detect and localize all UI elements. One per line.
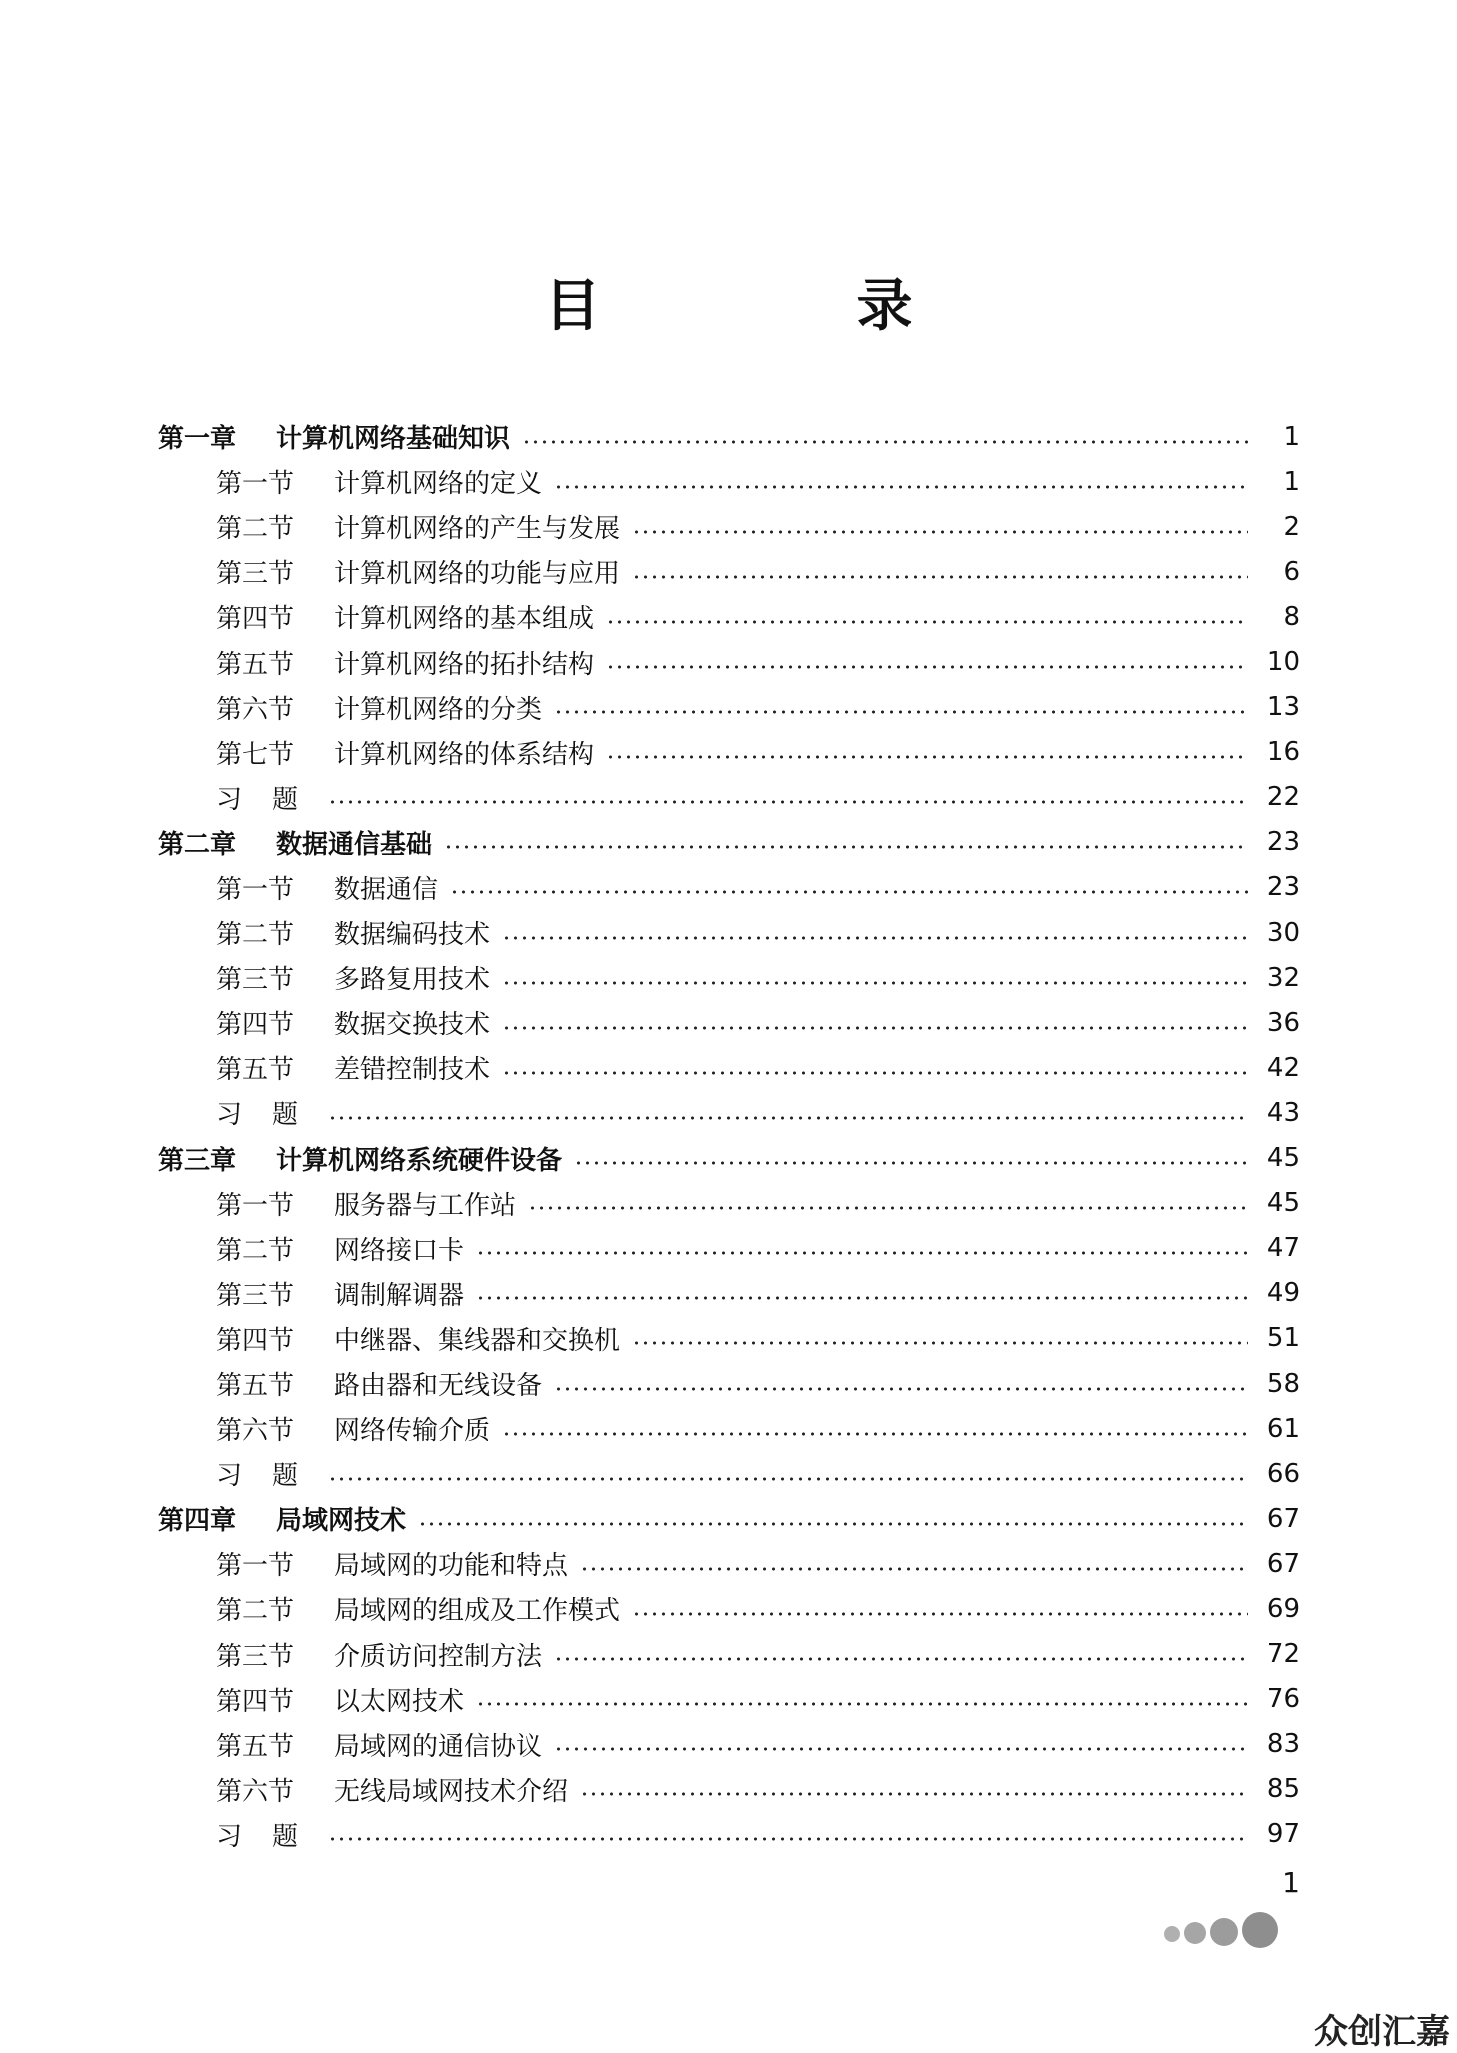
- toc-entry-title: 计算机网络的基本组成: [334, 604, 595, 635]
- toc-entry-title: 差错控制技术: [334, 1055, 491, 1086]
- toc-entry-section: [158, 1632, 1300, 1677]
- toc-entry-page: 76: [1266, 1684, 1300, 1715]
- toc-entry-title: 数据通信: [334, 874, 439, 905]
- dot-leader: [502, 981, 1248, 985]
- toc-entry-number: 第六节: [216, 1416, 295, 1447]
- toc-entry-section: [158, 1586, 1300, 1631]
- toc-entry-page: 42: [1266, 1052, 1300, 1083]
- dot-leader: [632, 575, 1248, 579]
- toc-entry-page: 1: [1283, 466, 1300, 497]
- toc-entry-number: 第四节: [216, 1686, 295, 1717]
- table-of-contents: [158, 414, 1300, 1857]
- toc-entry-title: 计算机网络的拓扑结构: [334, 649, 595, 680]
- toc-entry-section: [158, 865, 1300, 910]
- dot-leader: [606, 620, 1248, 624]
- toc-entry-title: 路由器和无线设备: [334, 1371, 543, 1402]
- toc-entry-title: 数据通信基础: [276, 829, 433, 860]
- toc-entry-section: [158, 1181, 1300, 1226]
- toc-entry-number: 第四节: [216, 1325, 295, 1356]
- toc-entry-number: 第二章: [158, 829, 237, 860]
- toc-entry-page: 23: [1266, 827, 1300, 858]
- dot-leader: [328, 1116, 1248, 1120]
- toc-entry-section: [158, 955, 1300, 1000]
- toc-entry-number: 第一节: [216, 874, 295, 905]
- dot-leader: [554, 1387, 1248, 1391]
- toc-entry-number: 第四章: [158, 1506, 237, 1537]
- toc-entry-number: 习题: [216, 1461, 329, 1492]
- page-title: 目 录: [544, 274, 1013, 339]
- toc-entry-page: 36: [1266, 1007, 1300, 1038]
- toc-entry-title: 计算机网络的定义: [334, 469, 543, 500]
- toc-entry-page: 67: [1266, 1503, 1300, 1534]
- dot-leader: [632, 530, 1248, 534]
- dot-leader: [574, 1161, 1248, 1165]
- toc-entry-page: 22: [1266, 782, 1300, 813]
- toc-entry-page: 1: [1283, 421, 1300, 452]
- toc-entry-number: 第六节: [216, 694, 295, 725]
- toc-entry-number: 第一章: [158, 424, 237, 455]
- dot-leader: [580, 1567, 1248, 1571]
- toc-entry-chapter: [158, 1136, 1300, 1181]
- toc-entry-page: 45: [1266, 1188, 1300, 1219]
- toc-entry-section: [158, 1722, 1300, 1767]
- dot-leader: [554, 710, 1248, 714]
- toc-entry-exercise: [158, 1812, 1300, 1857]
- toc-entry-title: 网络传输介质: [334, 1416, 491, 1447]
- dot-leader: [580, 1792, 1248, 1796]
- toc-entry-number: 第四节: [216, 1010, 295, 1041]
- toc-entry-section: [158, 594, 1300, 639]
- toc-entry-exercise: [158, 1451, 1300, 1496]
- toc-entry-page: 47: [1266, 1233, 1300, 1264]
- toc-entry-number: 第五节: [216, 1055, 295, 1086]
- toc-entry-title: 调制解调器: [334, 1280, 465, 1311]
- toc-entry-page: 13: [1266, 692, 1300, 723]
- toc-entry-number: 第三节: [216, 1280, 295, 1311]
- toc-entry-title: 计算机网络系统硬件设备: [276, 1145, 563, 1176]
- toc-entry-page: 16: [1266, 737, 1300, 768]
- toc-entry-page: 49: [1266, 1278, 1300, 1309]
- dot-leader: [606, 755, 1248, 759]
- toc-entry-page: 58: [1266, 1368, 1300, 1399]
- toc-entry-title: 计算机网络基础知识: [276, 424, 511, 455]
- toc-entry-section: [158, 1271, 1300, 1316]
- decorative-dots-icon: [1160, 1908, 1300, 1948]
- toc-entry-page: 30: [1266, 917, 1300, 948]
- toc-entry-number: 第四节: [216, 604, 295, 635]
- toc-entry-chapter: [158, 1496, 1300, 1541]
- toc-entry-chapter: [158, 820, 1300, 865]
- toc-entry-page: 83: [1266, 1729, 1300, 1760]
- toc-entry-number: 第二节: [216, 920, 295, 951]
- dot-leader: [476, 1251, 1248, 1255]
- toc-entry-title: 网络接口卡: [334, 1235, 465, 1266]
- toc-entry-section: [158, 730, 1300, 775]
- toc-entry-section: [158, 1045, 1300, 1090]
- toc-entry-section: [158, 1000, 1300, 1045]
- dot-leader: [502, 1071, 1248, 1075]
- toc-entry-page: 23: [1266, 872, 1300, 903]
- toc-entry-number: 第一节: [216, 469, 295, 500]
- toc-entry-title: 计算机网络的产生与发展: [334, 514, 621, 545]
- toc-entry-number: 第五节: [216, 1731, 295, 1762]
- toc-entry-page: 45: [1266, 1143, 1300, 1174]
- toc-entry-number: 第二节: [216, 1235, 295, 1266]
- toc-entry-number: 习题: [216, 784, 329, 815]
- dot-leader: [502, 1026, 1248, 1030]
- toc-entry-section: [158, 1406, 1300, 1451]
- toc-entry-title: 服务器与工作站: [334, 1190, 517, 1221]
- dot-leader: [554, 1657, 1248, 1661]
- toc-entry-title: 计算机网络的功能与应用: [334, 559, 621, 590]
- toc-entry-number: 第一节: [216, 1551, 295, 1582]
- toc-entry-number: 第二节: [216, 514, 295, 545]
- toc-entry-title: 多路复用技术: [334, 965, 491, 996]
- toc-entry-section: [158, 1361, 1300, 1406]
- toc-entry-section: [158, 685, 1300, 730]
- toc-entry-section: [158, 1677, 1300, 1722]
- toc-entry-section: [158, 639, 1300, 684]
- toc-entry-page: 6: [1283, 556, 1300, 587]
- toc-entry-number: 第五节: [216, 1371, 295, 1402]
- toc-entry-number: 第一节: [216, 1190, 295, 1221]
- watermark-brand: 众创汇嘉: [1314, 2012, 1450, 2052]
- dot-leader: [528, 1206, 1248, 1210]
- dot-leader: [444, 845, 1248, 849]
- toc-entry-section: [158, 1226, 1300, 1271]
- toc-entry-number: 第七节: [216, 739, 295, 770]
- toc-entry-title: 数据编码技术: [334, 920, 491, 951]
- page-number: 1: [1282, 1866, 1300, 1899]
- toc-entry-section: [158, 549, 1300, 594]
- dot-leader: [328, 1477, 1248, 1481]
- toc-entry-title: 局域网技术: [276, 1506, 407, 1537]
- dot-leader: [418, 1522, 1248, 1526]
- toc-entry-page: 10: [1266, 647, 1300, 678]
- toc-entry-section: [158, 459, 1300, 504]
- toc-entry-number: 第五节: [216, 649, 295, 680]
- toc-entry-page: 61: [1266, 1413, 1300, 1444]
- toc-entry-title: 以太网技术: [334, 1686, 465, 1717]
- toc-entry-number: 第三章: [158, 1145, 237, 1176]
- toc-entry-exercise: [158, 1090, 1300, 1135]
- dot-leader: [522, 440, 1248, 444]
- dot-leader: [450, 890, 1248, 894]
- toc-entry-section: [158, 1767, 1300, 1812]
- toc-entry-title: 数据交换技术: [334, 1010, 491, 1041]
- toc-entry-title: 介质访问控制方法: [334, 1641, 543, 1672]
- dot-leader: [476, 1702, 1248, 1706]
- toc-entry-page: 8: [1283, 601, 1300, 632]
- toc-entry-number: 第二节: [216, 1596, 295, 1627]
- toc-entry-number: 习题: [216, 1821, 329, 1852]
- toc-entry-number: 习题: [216, 1100, 329, 1131]
- toc-entry-title: 局域网的功能和特点: [334, 1551, 569, 1582]
- toc-entry-page: 51: [1266, 1323, 1300, 1354]
- dot-leader: [328, 800, 1248, 804]
- toc-entry-page: 97: [1266, 1819, 1300, 1850]
- toc-entry-page: 43: [1266, 1097, 1300, 1128]
- toc-entry-page: 69: [1266, 1593, 1300, 1624]
- toc-entry-page: 72: [1266, 1639, 1300, 1670]
- dot-leader: [502, 1432, 1248, 1436]
- toc-entry-title: 中继器、集线器和交换机: [334, 1325, 621, 1356]
- toc-entry-title: 无线局域网技术介绍: [334, 1776, 569, 1807]
- toc-entry-number: 第三节: [216, 965, 295, 996]
- toc-entry-chapter: [158, 414, 1300, 459]
- toc-entry-title: 局域网的组成及工作模式: [334, 1596, 621, 1627]
- toc-entry-exercise: [158, 775, 1300, 820]
- toc-entry-page: 67: [1266, 1548, 1300, 1579]
- toc-entry-page: 66: [1266, 1458, 1300, 1489]
- toc-entry-number: 第三节: [216, 559, 295, 590]
- toc-entry-title: 计算机网络的体系结构: [334, 739, 595, 770]
- dot-leader: [632, 1612, 1248, 1616]
- dot-leader: [554, 1747, 1248, 1751]
- toc-entry-number: 第六节: [216, 1776, 295, 1807]
- toc-entry-title: 计算机网络的分类: [334, 694, 543, 725]
- toc-entry-section: [158, 1316, 1300, 1361]
- toc-entry-number: 第三节: [216, 1641, 295, 1672]
- dot-leader: [502, 936, 1248, 940]
- dot-leader: [476, 1296, 1248, 1300]
- toc-entry-section: [158, 504, 1300, 549]
- toc-entry-page: 2: [1283, 511, 1300, 542]
- dot-leader: [554, 485, 1248, 489]
- toc-entry-title: 局域网的通信协议: [334, 1731, 543, 1762]
- toc-entry-section: [158, 910, 1300, 955]
- dot-leader: [632, 1341, 1248, 1345]
- toc-entry-page: 32: [1266, 962, 1300, 993]
- dot-leader: [328, 1837, 1248, 1841]
- toc-entry-section: [158, 1541, 1300, 1586]
- toc-entry-page: 85: [1266, 1774, 1300, 1805]
- dot-leader: [606, 665, 1248, 669]
